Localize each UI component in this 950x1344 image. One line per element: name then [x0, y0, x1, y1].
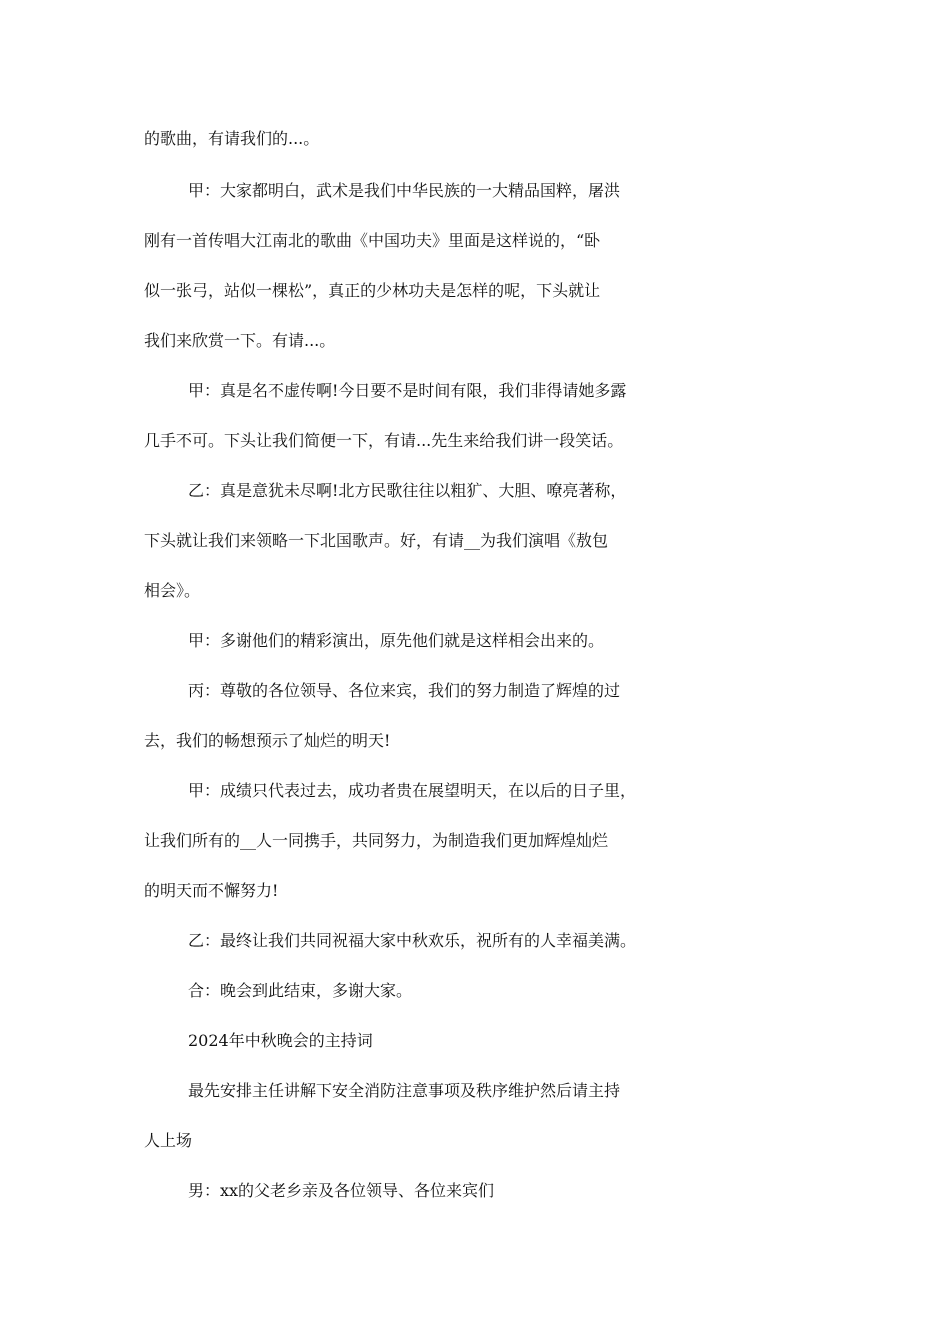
text-line: 相会》。: [144, 581, 201, 600]
text-line: 乙：最终让我们共同祝福大家中秋欢乐，祝所有的人幸福美满。: [188, 931, 637, 950]
text-line: 下头就让我们来领略一下北国歌声。好，有请__为我们演唱《敖包: [144, 531, 609, 550]
text-line: 几手不可。下头让我们简便一下，有请...先生来给我们讲一段笑话。: [144, 431, 624, 450]
text-line: 的歌曲，有请我们的...。: [144, 129, 320, 148]
text-line: 甲：成绩只代表过去，成功者贵在展望明天，在以后的日子里，: [188, 781, 637, 800]
text-line: 乙：真是意犹未尽啊!北方民歌往往以粗犷、大胆、嘹亮著称，: [188, 481, 627, 500]
text-line: 的明天而不懈努力!: [144, 881, 279, 900]
text-line: 丙：尊敬的各位领导、各位来宾，我们的努力制造了辉煌的过: [188, 681, 621, 700]
text-line: 男：xx的父老乡亲及各位领导、各位来宾们: [188, 1181, 495, 1200]
text-line: 人上场: [144, 1131, 193, 1150]
text-line: 刚有一首传唱大江南北的歌曲《中国功夫》里面是这样说的，“卧: [144, 231, 601, 250]
text-line: 去，我们的畅想预示了灿烂的明天!: [144, 731, 391, 750]
text-line: 甲：真是名不虚传啊!今日要不是时间有限，我们非得请她多露: [188, 381, 627, 400]
text-line: 甲：大家都明白，武术是我们中华民族的一大精品国粹，屠洪: [188, 181, 621, 200]
text-line: 让我们所有的__人一同携手，共同努力，为制造我们更加辉煌灿烂: [144, 831, 609, 850]
text-line: 甲：多谢他们的精彩演出，原先他们就是这样相会出来的。: [188, 631, 605, 650]
text-line: 合：晚会到此结束，多谢大家。: [188, 981, 413, 1000]
text-line: 似一张弓，站似一棵松”，真正的少林功夫是怎样的呢，下头就让: [144, 281, 601, 300]
section-heading: 2024年中秋晚会的主持词: [188, 1031, 373, 1050]
text-line: 最先安排主任讲解下安全消防注意事项及秩序维护然后请主持: [188, 1081, 621, 1100]
text-line: 我们来欣赏一下。有请...。: [144, 331, 336, 350]
document-body: [144, 126, 834, 1228]
